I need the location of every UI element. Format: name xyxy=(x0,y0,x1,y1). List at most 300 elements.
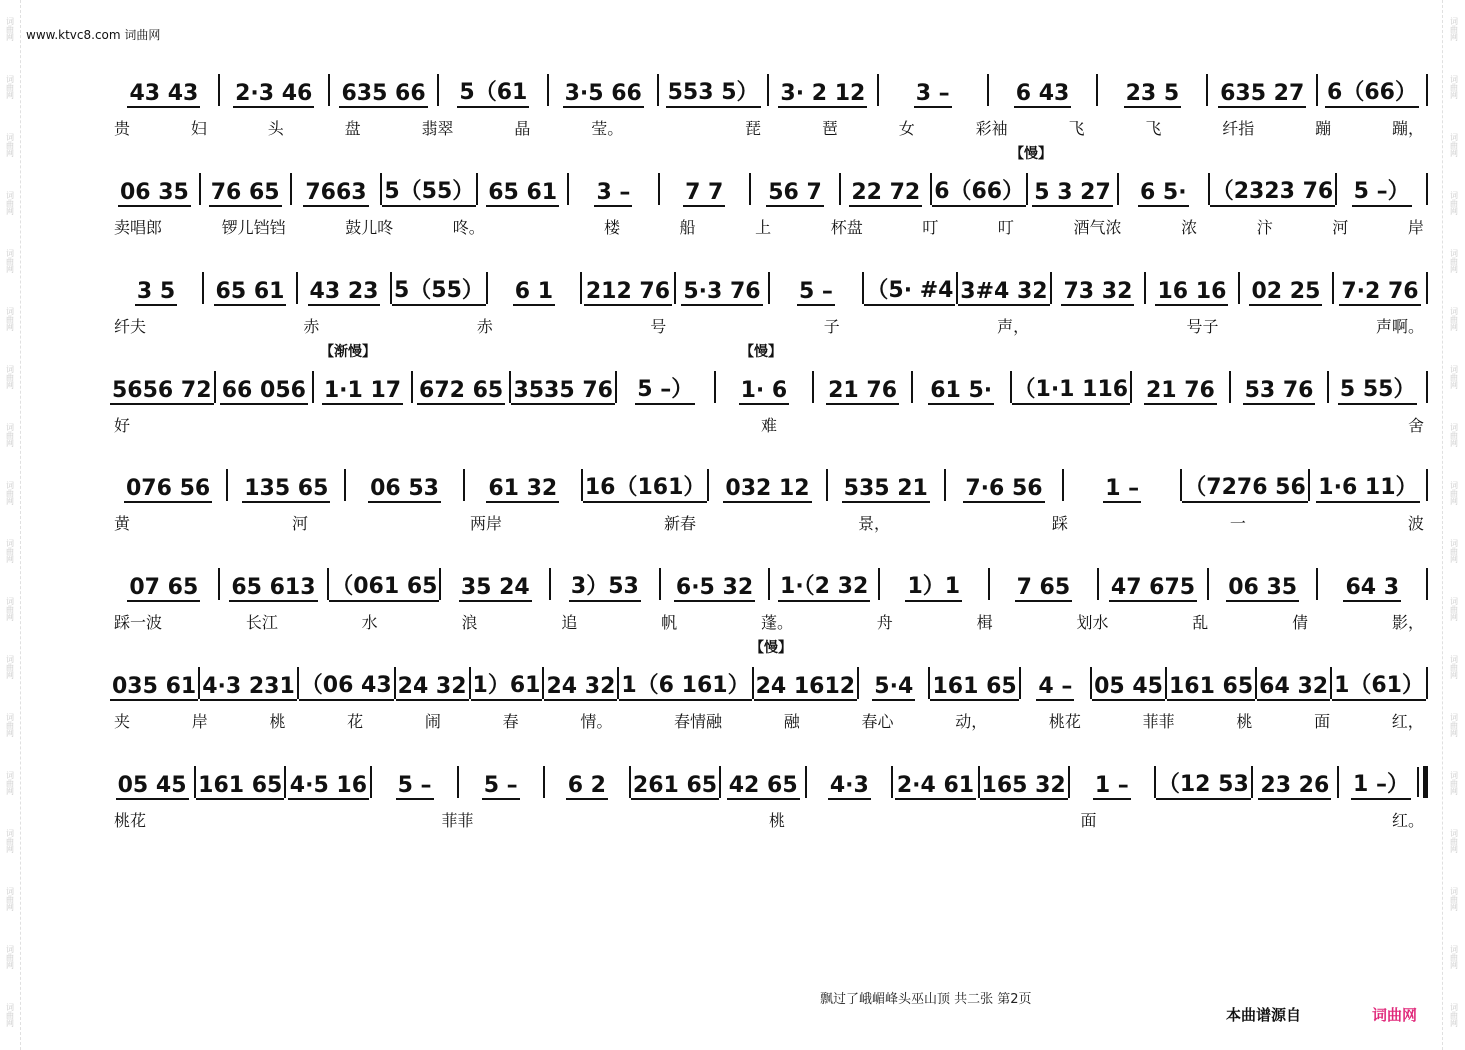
measure-notes: 1·1 17 xyxy=(323,378,402,403)
lyric-syllable: 卖唱郎 xyxy=(114,218,163,237)
measure xyxy=(930,674,1018,701)
measure-notes: 56 7 xyxy=(768,180,822,205)
lyric-syllable: 上 xyxy=(755,218,772,237)
measure-notes: 6 1 xyxy=(514,279,554,304)
measure-notes: 5 – xyxy=(483,773,518,798)
measure-notes: 635 27 xyxy=(1220,81,1305,106)
measure xyxy=(1337,174,1426,207)
measure xyxy=(439,75,547,108)
lyric-syllable: 影， xyxy=(1391,613,1424,632)
measure xyxy=(298,279,390,306)
tempo-marking: 【慢】 xyxy=(740,344,782,360)
watermark-mark: 词曲网 xyxy=(5,191,15,215)
measure xyxy=(661,575,769,602)
measure-notes: 64 3 xyxy=(1345,575,1400,600)
notation-line xyxy=(110,760,1428,800)
notation-line xyxy=(110,266,1428,306)
measure xyxy=(716,378,813,405)
measure xyxy=(392,273,486,306)
measure xyxy=(676,279,768,306)
watermark-mark: 词曲网 xyxy=(1449,423,1459,447)
lyric-syllable: 红。 xyxy=(1391,811,1424,830)
watermark-mark: 词曲网 xyxy=(5,17,15,41)
measure xyxy=(110,674,198,701)
lyric-syllable: 动， xyxy=(955,712,988,731)
measure-notes: 1·6 11） xyxy=(1316,470,1419,503)
measure-notes: 6 5· xyxy=(1139,180,1187,205)
lyric-syllable: 融 xyxy=(783,712,800,731)
measure-notes: 24 32 xyxy=(546,674,616,699)
measure-notes: 22 72 xyxy=(851,180,921,205)
lyrics-line xyxy=(110,314,1428,336)
lyric-syllable: 纤夫 xyxy=(114,317,147,336)
measure xyxy=(110,81,218,108)
measure xyxy=(1146,279,1238,306)
watermark-mark: 词曲网 xyxy=(5,597,15,621)
lyric-syllable: 春心 xyxy=(861,712,894,731)
measure-notes: 05 45 xyxy=(1094,674,1163,699)
barline xyxy=(1426,173,1428,205)
lyric-syllable xyxy=(540,215,548,237)
barline xyxy=(1426,667,1428,699)
measure xyxy=(582,279,674,306)
measure-notes: 3· 2 12 xyxy=(780,81,866,106)
lyric-syllable: 一 xyxy=(1229,514,1246,533)
watermark-mark: 词曲网 xyxy=(1449,655,1459,679)
barline xyxy=(1426,371,1428,403)
watermark-mark: 词曲网 xyxy=(1449,829,1459,853)
measure xyxy=(583,470,708,503)
measure xyxy=(544,674,617,701)
measure xyxy=(770,279,862,306)
measure xyxy=(204,279,296,306)
measure-notes: 3 – xyxy=(915,81,950,106)
lyric-syllable: 桃 xyxy=(269,712,286,731)
measure-notes: 16 16 xyxy=(1157,279,1227,304)
source-brand: 词曲网 xyxy=(1372,1006,1418,1024)
measure xyxy=(946,476,1062,503)
measure-notes: 4·3 xyxy=(829,773,869,798)
measure xyxy=(196,773,284,800)
measure-notes: （2323 76 xyxy=(1210,174,1336,207)
measure xyxy=(631,773,719,800)
watermark-mark: 词曲网 xyxy=(1449,945,1459,969)
measure-notes: 6（66） xyxy=(1325,75,1419,108)
measure xyxy=(220,575,328,602)
measure-notes: 5 –） xyxy=(635,372,695,405)
lyric-syllable: 号子 xyxy=(1186,317,1219,336)
lyric-syllable: 踩一波 xyxy=(114,613,163,632)
measure-notes: 135 65 xyxy=(244,476,329,501)
measure xyxy=(110,773,194,800)
lyric-syllable: 飞 xyxy=(1068,119,1085,138)
measure-notes: 7·2 76 xyxy=(1341,279,1419,304)
watermark-mark: 词曲网 xyxy=(5,75,15,99)
measure-notes: 1（6 161） xyxy=(619,668,751,701)
barline xyxy=(1426,74,1428,106)
measure-notes: 5·3 76 xyxy=(683,279,761,304)
measure-notes: （12 53 xyxy=(1156,767,1251,800)
watermark-mark: 词曲网 xyxy=(5,887,15,911)
measure-notes: 1· 6 xyxy=(740,378,788,403)
lyric-syllable: 舍 xyxy=(1407,416,1424,435)
measure xyxy=(110,180,199,207)
measure xyxy=(110,476,226,503)
measure xyxy=(1098,81,1206,108)
measure xyxy=(1253,773,1337,800)
measure-notes: 1）61 xyxy=(471,668,543,701)
measure-notes: 7·6 56 xyxy=(965,476,1043,501)
measure-notes: 3535 76 xyxy=(513,378,613,403)
measure xyxy=(1119,180,1208,207)
lyric-syllable: 倩 xyxy=(1292,613,1309,632)
measure-notes: 5 – xyxy=(798,279,833,304)
measure-notes: 47 675 xyxy=(1110,575,1196,600)
lyric-syllable: 春 xyxy=(502,712,519,731)
measure xyxy=(441,575,549,602)
watermark-mark: 词曲网 xyxy=(5,423,15,447)
watermark-mark: 词曲网 xyxy=(1449,771,1459,795)
lyric-syllable: 难 xyxy=(760,416,777,435)
measure xyxy=(709,476,825,503)
measure-notes: 65 61 xyxy=(215,279,285,304)
tempo-marking: 【慢】 xyxy=(750,640,792,656)
lyric-syllable: 莹。 xyxy=(591,119,624,138)
measure xyxy=(569,180,658,207)
measure-notes: 076 56 xyxy=(126,476,211,501)
watermark-mark: 词曲网 xyxy=(5,771,15,795)
measure xyxy=(382,174,476,207)
lyric-syllable: 桃 xyxy=(1236,712,1253,731)
measure-notes: 21 76 xyxy=(828,378,897,403)
watermark-mark: 词曲网 xyxy=(1449,75,1459,99)
measure xyxy=(1208,81,1316,108)
measure-notes: 3#4 32 xyxy=(960,279,1048,304)
measure-notes: 4·5 16 xyxy=(289,773,368,798)
watermark-mark: 词曲网 xyxy=(5,539,15,563)
lyric-syllable: 蹦， xyxy=(1391,119,1424,138)
measure-notes: 7 7 xyxy=(685,180,724,205)
measure-notes: 35 24 xyxy=(460,575,530,600)
measure xyxy=(1052,279,1144,306)
lyric-syllable: 盘 xyxy=(344,119,361,138)
lyric-syllable: 黄 xyxy=(114,514,131,533)
tempo-marking: 【渐慢】 xyxy=(320,344,376,360)
lyric-syllable: 琵 xyxy=(744,119,761,138)
lyric-syllable: 夹 xyxy=(114,712,131,731)
lyric-syllable: 翡翠 xyxy=(421,119,454,138)
lyric-syllable: 声啊。 xyxy=(1375,317,1424,336)
measure xyxy=(1209,575,1317,602)
watermark-mark: 词曲网 xyxy=(5,249,15,273)
measure-notes: 1 –） xyxy=(1351,767,1411,800)
lyrics-line xyxy=(110,116,1428,138)
measure-notes: 5（55） xyxy=(382,174,476,207)
measure-notes: 212 76 xyxy=(585,279,671,304)
measure xyxy=(1182,470,1308,503)
measure xyxy=(330,81,438,108)
lyric-syllable: 新春 xyxy=(663,514,696,533)
measure-notes: 42 65 xyxy=(728,773,798,798)
barline xyxy=(1423,766,1428,798)
lyric-syllable: 乱 xyxy=(1192,613,1209,632)
notation-line xyxy=(110,365,1428,405)
measure-notes: 06 35 xyxy=(119,180,189,205)
measure xyxy=(932,174,1026,207)
measure-notes: 23 26 xyxy=(1260,773,1330,798)
measure xyxy=(841,180,930,207)
lyrics-line xyxy=(110,610,1428,632)
measure-notes: 73 32 xyxy=(1063,279,1133,304)
watermark-mark: 词曲网 xyxy=(1449,597,1459,621)
notation-line xyxy=(110,68,1428,108)
measure xyxy=(990,575,1098,602)
measure xyxy=(1064,476,1180,503)
measure xyxy=(314,378,411,405)
measure-notes: 5 – xyxy=(397,773,432,798)
lyrics-line xyxy=(110,215,1428,237)
notation-line xyxy=(110,562,1428,602)
lyric-syllable: 琶 xyxy=(821,119,838,138)
measure-notes: 3 5 xyxy=(136,279,176,304)
lyric-syllable: 子 xyxy=(823,317,840,336)
measure-notes: 7 65 xyxy=(1016,575,1071,600)
measure-notes: 06 53 xyxy=(370,476,439,501)
measure xyxy=(1210,174,1336,207)
measure xyxy=(299,668,394,701)
measure xyxy=(879,81,987,108)
watermark-mark: 词曲网 xyxy=(1449,481,1459,505)
watermark-mark: 词曲网 xyxy=(5,655,15,679)
measure xyxy=(110,378,214,405)
measure xyxy=(1099,575,1207,602)
lyric-syllable: 鼓儿咚 xyxy=(345,218,394,237)
measure xyxy=(660,180,749,207)
measure xyxy=(346,476,462,503)
measure-notes: 261 65 xyxy=(632,773,718,798)
lyric-syllable: 面 xyxy=(1314,712,1331,731)
lyric-syllable: 景， xyxy=(857,514,890,533)
measure-notes: （06 43 xyxy=(299,668,394,701)
measure xyxy=(1329,372,1426,405)
measure xyxy=(551,569,659,602)
lyric-syllable: 汴 xyxy=(1256,218,1273,237)
lyric-syllable: 春情融 xyxy=(674,712,723,731)
measure-notes: 61 32 xyxy=(488,476,558,501)
measure-notes: 2·3 46 xyxy=(235,81,313,106)
watermark-mark: 词曲网 xyxy=(5,365,15,389)
watermark-mark: 词曲网 xyxy=(1449,307,1459,331)
watermark-mark: 词曲网 xyxy=(1449,191,1459,215)
measure-notes: 43 43 xyxy=(129,81,199,106)
measure-notes: 2·4 61 xyxy=(896,773,975,798)
lyric-syllable: 踩 xyxy=(1051,514,1068,533)
measure xyxy=(478,180,567,207)
site-url: www.ktvc8.com 词曲网 xyxy=(26,28,161,42)
measure-notes: 1 – xyxy=(1105,476,1140,501)
measure xyxy=(1339,767,1423,800)
lyric-syllable: 长江 xyxy=(245,613,278,632)
measure-notes: 161 65 xyxy=(1168,674,1254,699)
measure xyxy=(913,378,1010,405)
measure xyxy=(216,378,313,405)
measure-notes: 635 66 xyxy=(341,81,426,106)
lyric-syllable: 桃花 xyxy=(114,811,147,830)
watermark-mark: 词曲网 xyxy=(1449,1003,1459,1027)
measure xyxy=(619,668,751,701)
watermark-mark: 词曲网 xyxy=(5,481,15,505)
measure xyxy=(1167,674,1255,701)
measure xyxy=(828,476,944,503)
measure xyxy=(989,81,1097,108)
lyric-syllable: 桃花 xyxy=(1048,712,1081,731)
measure xyxy=(292,180,381,207)
measure xyxy=(228,476,344,503)
measure xyxy=(864,273,956,306)
measure-notes: 5（61 xyxy=(457,75,529,108)
measure-notes: 3 – xyxy=(596,180,631,205)
measure xyxy=(1240,279,1332,306)
lyrics-line xyxy=(110,413,1428,435)
lyric-syllable: 号 xyxy=(650,317,667,336)
measure-notes: 5·4 xyxy=(874,674,914,699)
measure-notes: 5656 72 xyxy=(112,378,212,403)
measure-notes: 21 76 xyxy=(1145,378,1215,403)
measure-notes: （1·1 116 xyxy=(1012,372,1131,405)
measure-notes: 53 76 xyxy=(1244,378,1314,403)
lyric-syllable: 楫 xyxy=(976,613,993,632)
lyrics-line xyxy=(110,511,1428,533)
lyric-syllable: 蹦 xyxy=(1315,119,1332,138)
lyric-syllable: 岸 xyxy=(1407,218,1424,237)
lyric-syllable: 咚。 xyxy=(452,218,485,237)
measure xyxy=(1156,767,1251,800)
measure-notes: 6 43 xyxy=(1015,81,1070,106)
measure-notes: 1 – xyxy=(1094,773,1129,798)
measure xyxy=(220,81,328,108)
measure-notes: 05 45 xyxy=(117,773,187,798)
lyric-syllable: 蓬。 xyxy=(760,613,793,632)
measure xyxy=(770,569,878,602)
measure xyxy=(372,773,456,800)
measure-notes: 5 55） xyxy=(1338,372,1418,405)
watermark-mark: 词曲网 xyxy=(5,713,15,737)
measure-notes: 6（66） xyxy=(932,174,1026,207)
measure-notes: 3）53 xyxy=(569,569,641,602)
measure xyxy=(471,668,543,701)
lyric-syllable: 波 xyxy=(1407,514,1424,533)
measure xyxy=(754,674,858,701)
measure xyxy=(1310,470,1426,503)
measure xyxy=(880,569,988,602)
lyric-syllable: 声， xyxy=(997,317,1030,336)
measure-notes: 66 056 xyxy=(221,378,306,403)
lyric-syllable: 锣儿铛铛 xyxy=(221,218,286,237)
lyric-syllable: 追 xyxy=(561,613,578,632)
lyric-syllable: 花 xyxy=(347,712,364,731)
watermark-mark: 词曲网 xyxy=(1449,249,1459,273)
watermark-mark: 词曲网 xyxy=(1449,887,1459,911)
measure xyxy=(413,378,510,405)
lyric-syllable: 楼 xyxy=(603,218,620,237)
measure-notes: 161 65 xyxy=(198,773,283,798)
lyric-syllable: 划水 xyxy=(1076,613,1109,632)
lyric-syllable: 叮 xyxy=(997,218,1014,237)
measure-notes: 7663 xyxy=(305,180,367,205)
measure xyxy=(1334,279,1426,306)
measure xyxy=(1257,674,1330,701)
watermark-mark: 词曲网 xyxy=(1449,539,1459,563)
measure-notes: 06 35 xyxy=(1228,575,1298,600)
measure-notes: 1（61） xyxy=(1332,668,1426,701)
measure xyxy=(396,674,469,701)
lyric-syllable: 好 xyxy=(114,416,131,435)
lyric-syllable: 妇 xyxy=(190,119,207,138)
measure-notes: 5 –） xyxy=(1352,174,1412,207)
measure xyxy=(459,773,543,800)
lyric-syllable: 岸 xyxy=(191,712,208,731)
measure-notes: 61 5· xyxy=(930,378,993,403)
measure xyxy=(1318,575,1426,602)
measure-notes: 76 65 xyxy=(210,180,280,205)
measure xyxy=(1028,180,1117,207)
watermark-mark: 词曲网 xyxy=(5,307,15,331)
measure-notes: 5 3 27 xyxy=(1034,180,1111,205)
measure-notes: 1·（2 32 xyxy=(778,569,870,602)
lyric-syllable: 闹 xyxy=(424,712,441,731)
measure-notes: 23 5 xyxy=(1125,81,1180,106)
lyric-syllable: 女 xyxy=(898,119,915,138)
measure-notes: （7276 56 xyxy=(1182,470,1308,503)
measure-notes: 4·3 231 xyxy=(202,674,295,699)
measure-notes: 64 32 xyxy=(1259,674,1329,699)
lyrics-line xyxy=(110,709,1428,731)
watermark-mark: 词曲网 xyxy=(1449,17,1459,41)
lyric-syllable: 贵 xyxy=(114,119,131,138)
notation-line xyxy=(110,463,1428,503)
lyric-syllable: 情。 xyxy=(580,712,613,731)
page-footer-title: 飘过了峨嵋峰头巫山顶 共二张 第2页 xyxy=(820,992,1032,1007)
watermark-mark: 词曲网 xyxy=(1449,133,1459,157)
lyric-syllable: 红， xyxy=(1391,712,1424,731)
lyric-syllable: 两岸 xyxy=(469,514,502,533)
measure-notes: 5（55） xyxy=(392,273,486,306)
lyric-syllable: 赤 xyxy=(476,317,493,336)
lyric-syllable: 舟 xyxy=(876,613,893,632)
lyric-syllable: 赤 xyxy=(303,317,320,336)
lyric-syllable: 水 xyxy=(361,613,378,632)
watermark-mark: 词曲网 xyxy=(5,829,15,853)
measure-notes: 4 – xyxy=(1038,674,1073,699)
measure xyxy=(465,476,581,503)
measure-notes: 65 61 xyxy=(488,180,558,205)
notation-line xyxy=(110,167,1428,207)
measure xyxy=(488,279,580,306)
lyric-syllable: 彩袖 xyxy=(975,119,1008,138)
measure-notes: 02 25 xyxy=(1251,279,1321,304)
lyric-syllable: 晶 xyxy=(514,119,531,138)
measure xyxy=(201,180,290,207)
lyric-syllable: 浪 xyxy=(461,613,478,632)
lyric-syllable: 船 xyxy=(679,218,696,237)
measure xyxy=(769,81,877,108)
watermark-mark: 词曲网 xyxy=(1449,713,1459,737)
lyric-syllable: 面 xyxy=(1080,811,1097,830)
measure xyxy=(659,75,767,108)
measure xyxy=(1231,378,1328,405)
measure-notes: （061 65 xyxy=(329,569,439,602)
lyric-syllable: 河 xyxy=(291,514,308,533)
